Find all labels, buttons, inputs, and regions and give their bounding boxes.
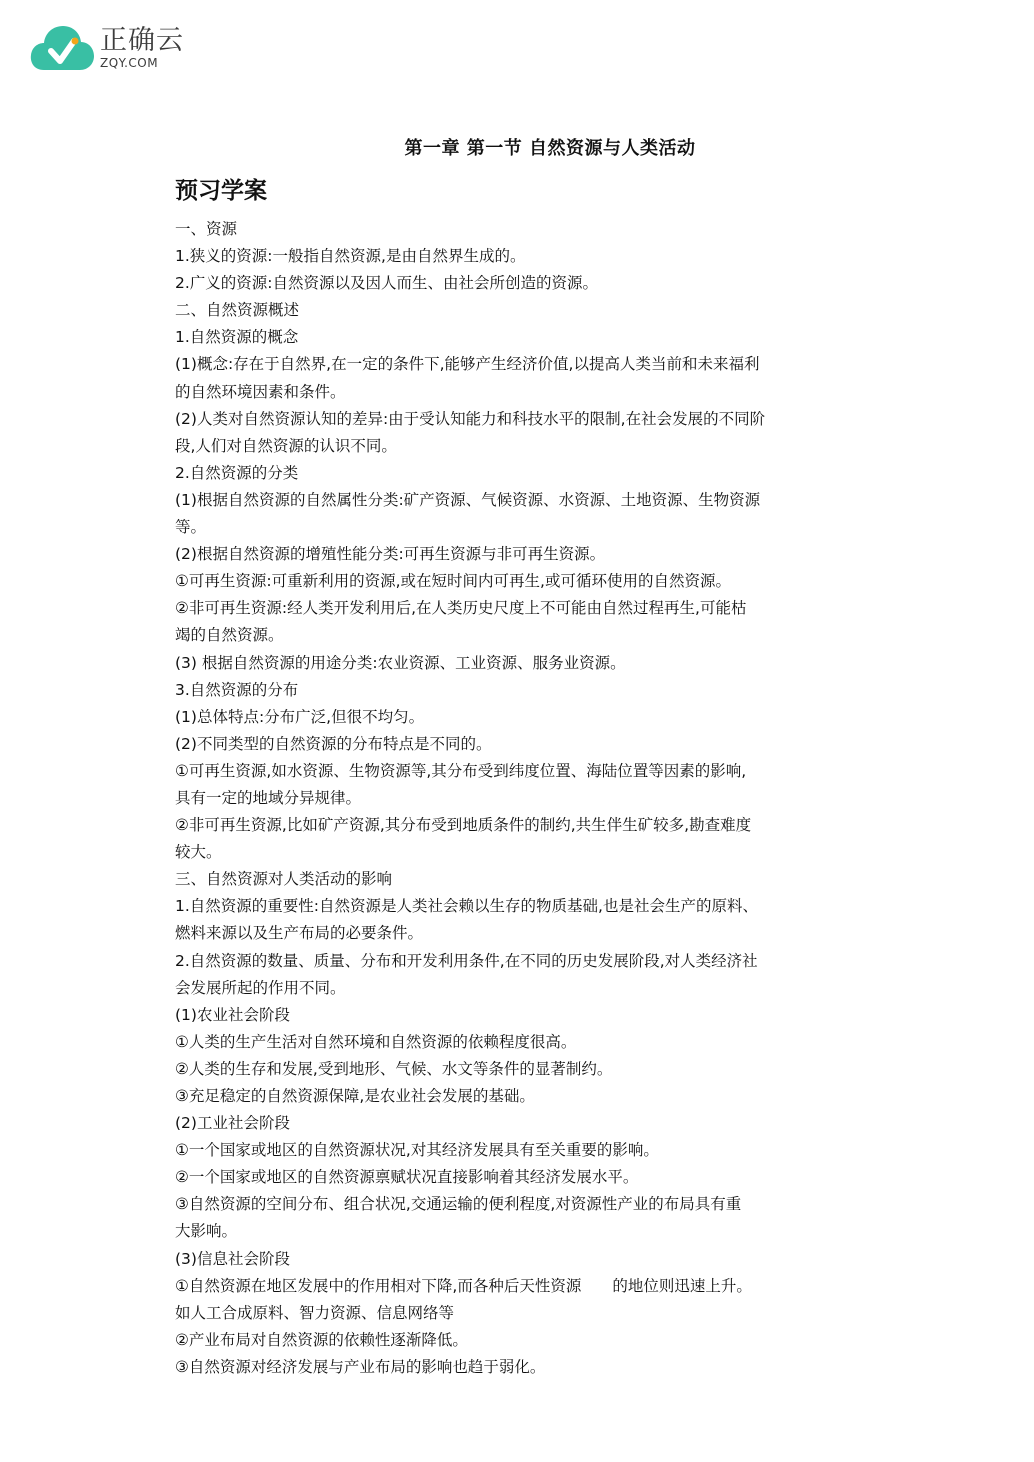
document-body	[175, 216, 865, 1381]
text-line: ②一个国家或地区的自然资源禀赋状况直接影响着其经济发展水平。	[175, 1168, 639, 1187]
logo	[28, 20, 184, 76]
text-line: (3) 根据自然资源的用途分类:农业资源、工业资源、服务业资源。	[175, 653, 626, 672]
text-line: 等。	[175, 518, 207, 537]
text-line: ②非可再生资源,比如矿产资源,其分布受到地质条件的制约,共生伴生矿较多,勘查难度	[175, 816, 752, 835]
section-heading: 预习学案	[175, 178, 267, 204]
text-line: 2.广义的资源:自然资源以及因人而生、由社会所创造的资源。	[175, 274, 599, 293]
text-line: 1.狭义的资源:一般指自然资源,是由自然界生成的。	[175, 247, 526, 266]
text-line: (2)根据自然资源的增殖性能分类:可再生资源与非可再生资源。	[175, 545, 606, 564]
text-line: 燃料来源以及生产布局的必要条件。	[175, 924, 424, 943]
text-line: 二、自然资源概述	[175, 301, 300, 320]
text-line: ①可再生资源,如水资源、生物资源等,其分布受到纬度位置、海陆位置等因素的影响,	[175, 761, 747, 780]
text-line: 一、资源	[175, 220, 238, 238]
text-line: 三、自然资源对人类活动的影响	[175, 870, 393, 889]
text-line: (1)农业社会阶段	[175, 1005, 290, 1024]
text-line: (2)人类对自然资源认知的差异:由于受认知能力和科技水平的限制,在社会发展的不同阶	[175, 409, 766, 428]
text-line: ②非可再生资源:经人类开发利用后,在人类历史尺度上不可能由自然过程再生,可能枯	[175, 599, 747, 618]
text-line: ①人类的生产生活对自然环境和自然资源的依赖程度很高。	[175, 1032, 577, 1051]
logo-domain: ZQY.COM	[100, 56, 159, 70]
text-line: 1.自然资源的重要性:自然资源是人类社会赖以生存的物质基础,也是社会生产的原料、	[175, 897, 758, 916]
text-line: ③自然资源对经济发展与产业布局的影响也趋于弱化。	[175, 1357, 546, 1376]
text-line: (1)根据自然资源的自然属性分类:矿产资源、气候资源、水资源、土地资源、生物资源	[175, 490, 761, 509]
text-line: 3.自然资源的分布	[175, 680, 299, 699]
text-line: 1.自然资源的概念	[175, 328, 299, 347]
text-line: ②产业布局对自然资源的依赖性逐渐降低。	[175, 1330, 468, 1349]
text-line: 会发展所起的作用不同。	[175, 978, 346, 997]
text-line: ①一个国家或地区的自然资源状况,对其经济发展具有至关重要的影响。	[175, 1141, 659, 1160]
text-line: 具有一定的地域分异规律。	[175, 788, 362, 807]
text-line: (1)概念:存在于自然界,在一定的条件下,能够产生经济价值,以提高人类当前和未来福利	[175, 355, 760, 374]
document-title: 第一章 第一节 自然资源与人类活动	[404, 138, 696, 159]
text-line: 竭的自然资源。	[175, 626, 284, 645]
text-line: (2)工业社会阶段	[175, 1114, 290, 1133]
text-line: 2.自然资源的分类	[175, 463, 299, 482]
text-line: ③充足稳定的自然资源保障,是农业社会发展的基础。	[175, 1087, 535, 1105]
text-line: 段,人们对自然资源的认识不同。	[175, 436, 397, 455]
text-line: 如人工合成原料、智力资源、信息网络等	[175, 1303, 455, 1322]
text-line: ②人类的生存和发展,受到地形、气候、水文等条件的显著制约。	[175, 1059, 613, 1078]
text-line: (1)总体特点:分布广泛,但很不均匀。	[175, 707, 425, 726]
text-line: 大影响。	[175, 1222, 238, 1241]
text-line: ③自然资源的空间分布、组合状况,交通运输的便利程度,对资源性产业的布局具有重	[175, 1195, 742, 1214]
text-line: ①自然资源在地区发展中的作用相对下降,而各种后天性资源 的地位则迅速上升。	[175, 1276, 752, 1295]
text-line: 的自然环境因素和条件。	[175, 382, 346, 401]
text-line: ①可再生资源:可重新利用的资源,或在短时间内可再生,或可循环使用的自然资源。	[175, 572, 731, 591]
text-line: (2)不同类型的自然资源的分布特点是不同的。	[175, 734, 492, 753]
text-line: 2.自然资源的数量、质量、分布和开发利用条件,在不同的历史发展阶段,对人类经济社	[175, 951, 758, 970]
cloud-check-icon	[28, 20, 96, 76]
text-line: 较大。	[175, 843, 222, 862]
logo-name: 正确云	[100, 25, 184, 56]
text-line: (3)信息社会阶段	[175, 1249, 290, 1268]
